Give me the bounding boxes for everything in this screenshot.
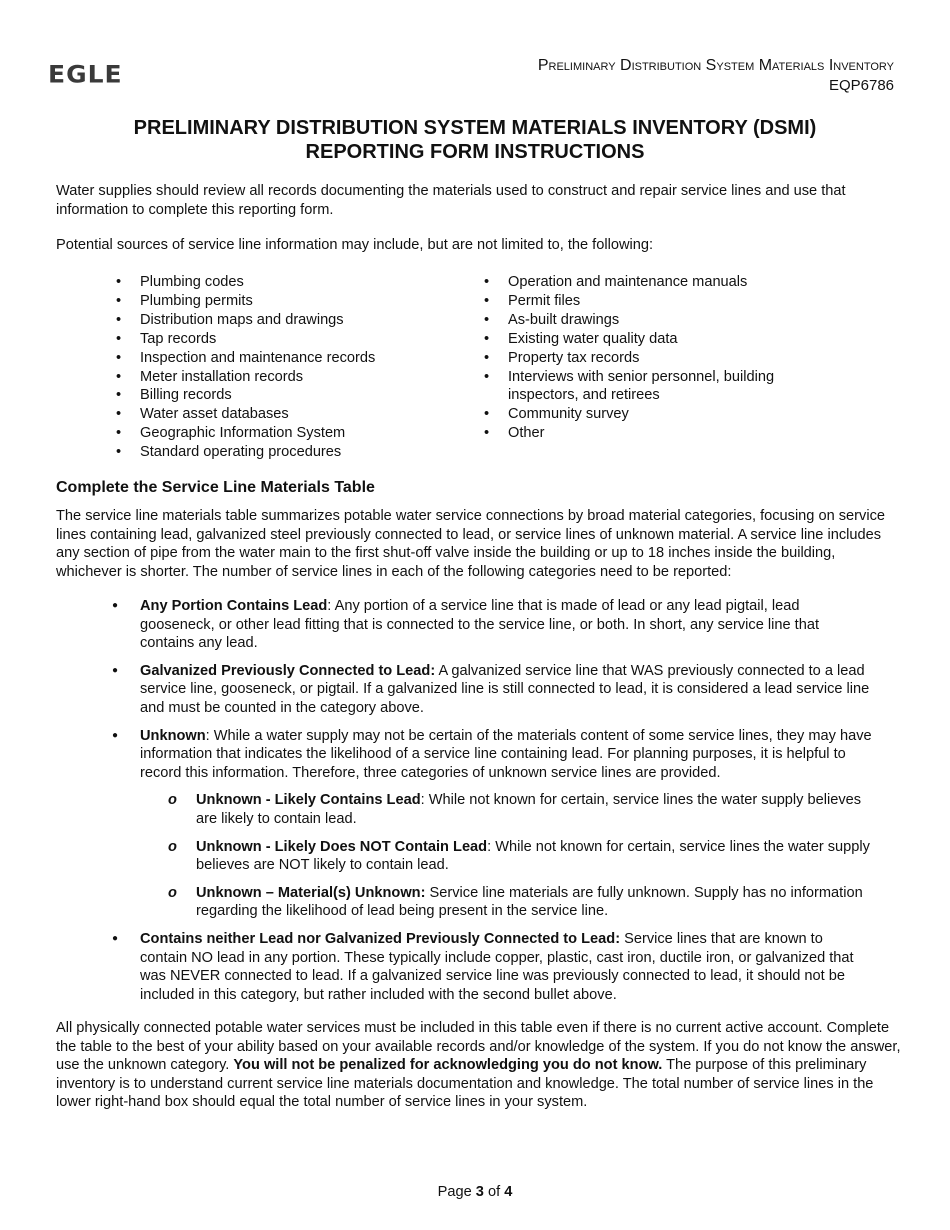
- source-item: • Water asset databases: [116, 405, 456, 424]
- source-item: • Inspection and maintenance records: [116, 349, 456, 368]
- subitem-text: : While not known for certain, service lines the water supply believes are NOT likely to contain lead.: [196, 838, 870, 874]
- section-heading: Complete the Service Line Materials Table: [56, 479, 375, 496]
- sources-list-right: [484, 273, 814, 443]
- closing-text: The purpose of this preliminary inventory is to understand current service line materials documentation and knowledge. The total number of service lines in the lower right-hand box should equal the total number of service lines in your system.: [56, 1057, 874, 1111]
- title-line-2: REPORTING FORM INSTRUCTIONS: [305, 141, 645, 163]
- sources-intro: Potential sources of service line information may include, but are not limited to, the following:: [56, 237, 654, 253]
- source-item: • Other: [484, 424, 814, 443]
- source-item: • Interviews with senior personnel, building inspectors, and retirees: [484, 368, 814, 406]
- category-item: [112, 727, 872, 921]
- source-item: • Community survey: [484, 405, 814, 424]
- category-term: Any Portion Contains Lead: [140, 598, 328, 614]
- source-item: • Existing water quality data: [484, 330, 814, 349]
- source-item: • As-built drawings: [484, 311, 814, 330]
- page-title: [0, 116, 950, 164]
- form-number: EQP6786: [828, 77, 894, 94]
- section-paragraph: The service line materials table summarizes potable water service connections by broad material categories, focusing on service lines containing lead, galvanized steel previously connected to lead, or service lines of unknown material. A service line includes any section of pipe from the water main to the first shut-off valve inside the building or up to 18 inches inside the building, whichever is shorter. The number of service lines in each of the following categories need to be reported:: [56, 508, 885, 580]
- page-label: Page: [437, 1184, 476, 1200]
- egle-logo: EGLE: [48, 60, 123, 89]
- category-item: [112, 930, 872, 1004]
- category-item: [112, 597, 872, 653]
- category-text: Service lines that are known to contain NO lead in any portion. These typically include copper, plastic, cast iron, ductile iron, or galvanized that was NEVER connected to lead. If a galvanized service line was previously connected to lead, it should not be included in this category, but rather included with the second bullet above.: [140, 930, 854, 1003]
- current-page: 3: [475, 1184, 484, 1200]
- source-item: • Distribution maps and drawings: [116, 311, 456, 330]
- page-of: of: [483, 1184, 505, 1200]
- subitem-text: : While not known for certain, service lines the water supply believes are likely to contain lead.: [196, 792, 862, 827]
- category-term: Contains neither Lead nor Galvanized Previously Connected to Lead:: [140, 930, 621, 947]
- source-item: • Billing records: [116, 386, 456, 405]
- source-item: • Standard operating procedures: [116, 443, 456, 462]
- title-line-1: PRELIMINARY DISTRIBUTION SYSTEM MATERIALS INVENTORY (DSMI): [133, 117, 817, 139]
- form-title: Preliminary Distribution System Materials Inventory: [537, 57, 894, 74]
- closing-paragraph: [56, 1019, 901, 1112]
- source-item: • Tap records: [116, 330, 456, 349]
- unknown-subitem: [168, 838, 872, 875]
- subitem-term: Unknown - Likely Does NOT Contain Lead: [196, 838, 488, 855]
- source-item: • Permit files: [484, 292, 814, 311]
- sources-list-left: [116, 273, 456, 462]
- source-item: • Property tax records: [484, 349, 814, 368]
- source-item: • Plumbing codes: [116, 273, 456, 292]
- category-text: : While a water supply may not be certain of the materials content of some service lines, they may have information that indicates the likelihood of a service line containing lead. For planning purposes, it is helpful to record this information. Therefore, three categories of unknown service lines are provided.: [140, 727, 872, 781]
- category-item: [112, 662, 872, 718]
- closing-bold-text: You will not be penalized for acknowledging you do not know.: [233, 1057, 663, 1074]
- subitem-text: Service line materials are fully unknown. Supply has no information regarding the likelihood of lead being present in the service line.: [196, 884, 863, 920]
- unknown-sublist: [112, 791, 872, 921]
- intro-paragraph: Water supplies should review all records documenting the materials used to construct and repair service lines and use that information to complete this reporting form.: [56, 183, 846, 218]
- category-term: Galvanized Previously Connected to Lead:: [140, 662, 436, 679]
- page-header: [538, 56, 894, 96]
- category-list: [112, 597, 872, 1013]
- subitem-term: Unknown – Material(s) Unknown:: [196, 884, 426, 901]
- category-text: A galvanized service line that WAS previously connected to a lead service line, gooseneck, or pigtail. If a galvanized line is still connected to lead, it is considered a lead service line and must be counted in the category above.: [140, 662, 870, 716]
- page-number: [0, 1183, 950, 1202]
- closing-text: All physically connected potable water services must be included in this table even if there is no current active account. Complete the table to the best of your ability based on your available records and/or knowledge of the system. If you do not know the answer, use the unknown category.: [56, 1020, 901, 1074]
- source-item: • Plumbing permits: [116, 292, 456, 311]
- unknown-subitem: [168, 884, 872, 921]
- source-item: • Meter installation records: [116, 368, 456, 387]
- unknown-subitem: [168, 791, 872, 828]
- subitem-term: Unknown - Likely Contains Lead: [196, 792, 421, 809]
- category-text: : Any portion of a service line that is made of lead or any lead pigtail, lead gooseneck, or other lead fitting that is connected to the service line, or both. In short, any service line that contains any lead.: [140, 598, 819, 652]
- total-pages: 4: [504, 1184, 513, 1200]
- source-item: • Geographic Information System: [116, 424, 456, 443]
- source-item: • Operation and maintenance manuals: [484, 273, 814, 292]
- category-term: Unknown: [140, 727, 206, 744]
